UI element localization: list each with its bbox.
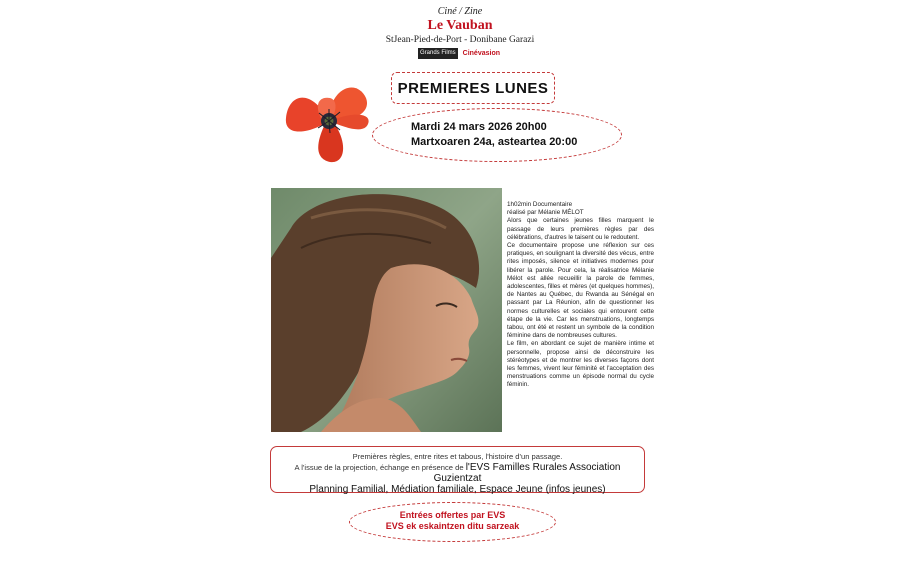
date-ellipse (372, 108, 622, 162)
poppy-icon (278, 76, 374, 166)
synopsis-paragraph-1: Alors que certaines jeunes filles marquent le passage de leurs premières règles par des célébrations, d'autres le taisent ou le redoutent. (507, 217, 654, 241)
kicker: Ciné / Zine (437, 6, 483, 17)
tagline: Premières règles, entre rites et tabous, l'histoire d'un passage. (352, 452, 563, 461)
date-basque: Martxoaren 24a, asteartea 20:00 (411, 136, 578, 148)
partner-line (271, 462, 644, 484)
date-french: Mardi 24 mars 2026 20h00 (411, 121, 547, 133)
film-title: PREMIERES LUNES (397, 79, 549, 97)
partner-box (270, 446, 645, 493)
partner-intro: A l'issue de la projection, échange en présence de (294, 463, 466, 472)
cinevasion-logo: Cinévasion (462, 50, 501, 57)
entry-basque: EVS ek eskaintzen ditu sarzeak (385, 521, 520, 531)
title-box (391, 72, 555, 104)
venue-location: StJean-Pied-de-Port - Donibane Garazi (385, 35, 535, 45)
portrait-photo (271, 188, 502, 432)
grands-films-logo: Grands Films (418, 48, 458, 59)
film-description (507, 201, 654, 390)
venue-name: Le Vauban (427, 18, 493, 33)
entry-ellipse (349, 502, 556, 542)
synopsis-paragraph-3: Le film, en abordant ce sujet de manière intime et personnelle, propose ainsi de déconstruire les stéréotypes et de montrer les diverses façons dont les femmes, vivent leur féminité et l'acceptation des menstruations comme un épisode normal du cycle féminin. (507, 340, 654, 389)
synopsis-paragraph-2: Ce documentaire propose une réflexion sur ces pratiques, en soulignant la diversité des vécus, entre rites imposés, silence et initiatives modernes pour libérer la parole. Pour cela, la réalisatrice Mélanie Mélot est allée recueillir la parole de femmes, adolescentes, filles et mères (et quelques hommes), de Nantes au Québec, du Rwanda au Sénégal en passant par La Réunion, afin de questionner les normes culturelles et sociales qui entourent cette étape de la vie. Car les menstruations, longtemps tabou, ont été et restent un symbole de la condition féminine dans de nombreuses cultures. (507, 242, 654, 340)
partner-services: Planning Familial, Médiation familiale, Espace Jeune (infos jeunes) (309, 484, 606, 495)
film-director: réalisé par Mélanie MÉLOT (507, 209, 584, 217)
film-duration-genre: 1h02min Documentaire (507, 201, 573, 208)
logos (0, 48, 920, 59)
header (0, 6, 920, 59)
partner-name: l'EVS Familles Rurales Association Guzientzat (433, 462, 621, 484)
entry-french: Entrées offertes par EVS (399, 510, 506, 520)
